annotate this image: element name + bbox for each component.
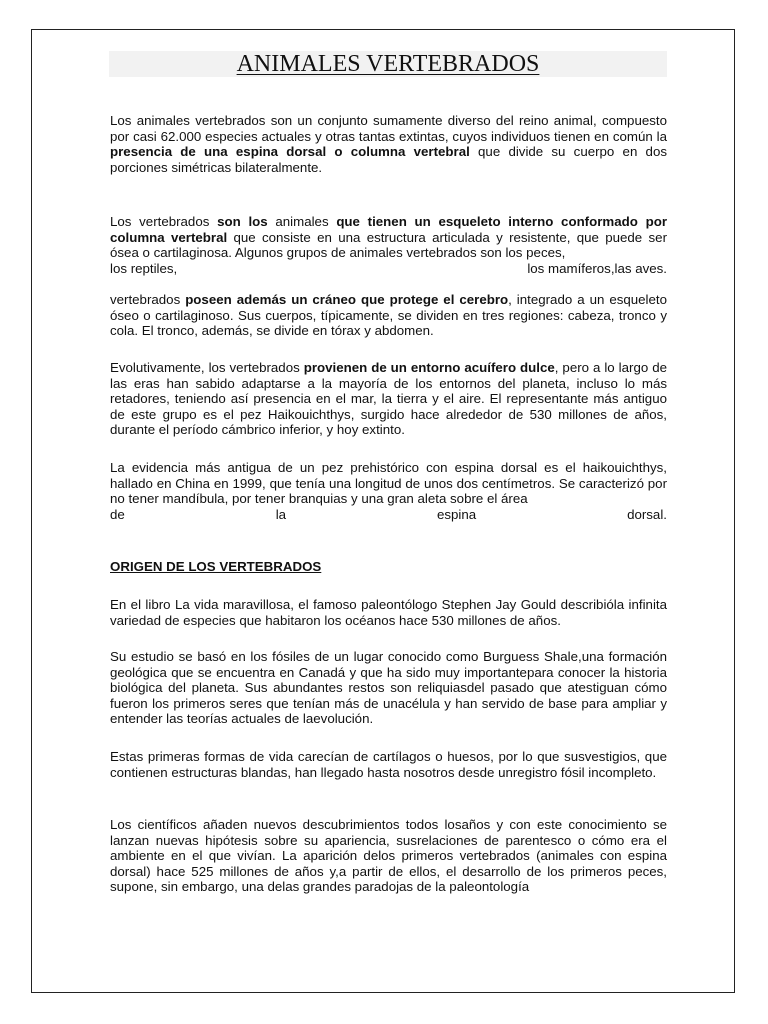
page-title: ANIMALES VERTEBRADOS: [236, 51, 540, 77]
paragraph-skull: vertebrados poseen además un cráneo que protege el cerebro, integrado a un esqueleto óseo o cartilaginoso. Sus cuerpos, típicamente, se dividen en tres regiones: cabeza, tronco y cola. El tronco, además, se divide en tórax y abdomen.: [110, 292, 667, 339]
paragraph-early-life: Estas primeras formas de vida carecían de cartílagos o huesos, por lo que susvestigios, que contienen estructuras blandas, han llegado hasta nosotros desde unregistro fósil incompleto.: [110, 749, 667, 780]
paragraph-burgess: Su estudio se basó en los fósiles de un lugar conocido como Burguess Shale,una formación geológica que se encuentra en Canadá y que ha sido muy importantepara conocer la historia biológica del planeta. Sus abundantes restos son reliquiasdel pasado que atestiguan cómo fueron los primeros seres que tenían más de unacélula y han servido de base para ampliar y entender las teorías actuales de laevolución.: [110, 649, 667, 727]
paragraph-discoveries: Los científicos añaden nuevos descubrimientos todos losaños y con este conocimiento se lanzan nuevas hipótesis sobre su apariencia, susrelaciones de parentesco o cómo era el ambiente en el que vivían. La aparición delos primeros vertebrados (animales con espina dorsal) hace 525 millones de años y,a partir de ellos, el desarrollo de los primeros peces, supone, sin embargo, una delas grandes paradojas de la paleontología: [110, 817, 667, 895]
paragraph-definition: Los animales vertebrados son un conjunto sumamente diverso del reino animal, compuesto por casi 62.000 especies actuales y otras tantas extintas, cuyos individuos tienen en común la presencia de una espina dorsal o columna vertebral que divide su cuerpo en dos porciones simétricas bilateralmente.: [110, 113, 668, 175]
paragraph-vertebrates: Los vertebrados son los animales que tienen un esqueleto interno conformado por columna vertebral que consiste en una estructura articulada y resistente, que puede ser ósea o cartilaginosa. Algunos grupos de animales vertebrados son los peces, los reptiles, los mamíferos,las aves.: [110, 214, 668, 276]
paragraph-gould: En el libro La vida maravillosa, el famoso paleontólogo Stephen Jay Gould describióla infinita variedad de especies que habitaron los océanos hace 530 millones de años.: [110, 597, 667, 628]
bold-phrase: presencia de una espina dorsal o columna vertebral: [110, 144, 470, 160]
paragraph-evolution: Evolutivamente, los vertebrados provienen de un entorno acuífero dulce, pero a lo largo de las eras han sabido adaptarse a la mayoría de los entornos del planeta, incluso lo más retadores, teniendo así presencia en el mar, la tierra y el aire. El representante más antiguo de este grupo es el pez Haikouichthys, surgido hace alrededor de 530 millones de años, durante el período cámbrico inferior, y hoy extinto.: [110, 360, 667, 438]
section-heading: ORIGEN DE LOS VERTEBRADOS: [110, 559, 322, 574]
paragraph-evidence: La evidencia más antigua de un pez prehistórico con espina dorsal es el haikouichthys, hallado en China en 1999, que tenía una longitud de unos dos centímetros. Se caracterizó por no tener mandíbula, por tener branquias y una gran aleta sobre el área de la espina dorsal.: [110, 460, 667, 522]
